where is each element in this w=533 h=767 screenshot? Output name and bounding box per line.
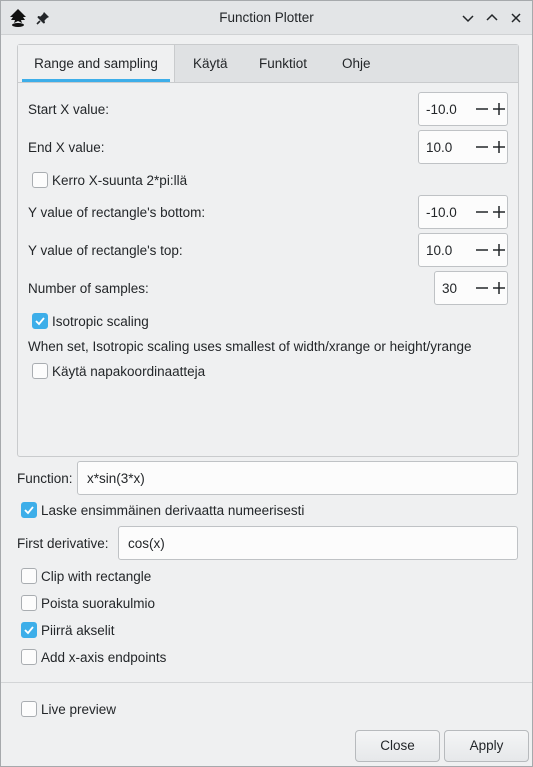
live-preview-checkbox[interactable] (21, 701, 37, 717)
titlebar (1, 1, 532, 35)
plus-icon[interactable] (491, 242, 507, 258)
close-icon (506, 8, 526, 28)
clip-rectangle-checkbox[interactable] (21, 568, 37, 584)
y-bottom-spinbox[interactable] (418, 195, 508, 229)
isotropic-note: When set, Isotropic scaling uses smallest of width/xrange or height/yrange (28, 339, 472, 354)
end-x-label: End X value: (28, 140, 105, 155)
chevron-up-icon (482, 8, 502, 28)
end-x-value[interactable]: 10.0 (426, 140, 453, 155)
plus-icon[interactable] (491, 280, 507, 296)
start-x-value[interactable]: -10.0 (426, 102, 457, 117)
minus-icon[interactable] (474, 101, 490, 117)
minimize-button[interactable] (458, 8, 478, 28)
checkmark-icon (34, 315, 46, 327)
derivative-checkbox[interactable] (21, 502, 37, 518)
multiply-2pi-label: Kerro X-suunta 2*pi:llä (52, 173, 188, 188)
minus-icon[interactable] (474, 280, 490, 296)
minus-icon[interactable] (474, 139, 490, 155)
live-preview-label: Live preview (41, 702, 117, 717)
tab-range-and-sampling[interactable]: Range and sampling (18, 45, 175, 82)
tab-ohje[interactable]: Ohje (342, 56, 371, 71)
tab-funktiot[interactable]: Funktiot (259, 56, 308, 71)
y-top-label: Y value of rectangle's top: (28, 243, 183, 258)
isotropic-checkbox[interactable] (32, 313, 48, 329)
x-axis-endpoints-label: Add x-axis endpoints (41, 650, 167, 665)
minus-icon[interactable] (474, 204, 490, 220)
start-x-label: Start X value: (28, 102, 110, 117)
isotropic-label: Isotropic scaling (52, 314, 149, 329)
plus-icon[interactable] (491, 204, 507, 220)
samples-spinbox[interactable] (434, 271, 508, 305)
multiply-2pi-checkbox[interactable] (32, 172, 48, 188)
draw-axes-checkbox[interactable] (21, 622, 37, 638)
end-x-spinbox[interactable] (418, 130, 508, 164)
close-button[interactable]: Close (355, 730, 440, 762)
samples-label: Number of samples: (28, 281, 149, 296)
checkmark-icon (23, 624, 35, 636)
remove-rectangle-label: Poista suorakulmio (41, 596, 156, 611)
y-bottom-label: Y value of rectangle's bottom: (28, 205, 206, 220)
polar-label: Käytä napakoordinaatteja (52, 364, 206, 379)
first-derivative-label: First derivative: (17, 536, 109, 551)
draw-axes-label: Piirrä akselit (41, 623, 115, 638)
plus-icon[interactable] (491, 101, 507, 117)
start-x-spinbox[interactable] (418, 92, 508, 126)
y-top-value[interactable]: 10.0 (426, 243, 453, 258)
minus-icon[interactable] (474, 242, 490, 258)
remove-rectangle-checkbox[interactable] (21, 595, 37, 611)
separator (1, 682, 532, 683)
y-bottom-value[interactable]: -10.0 (426, 205, 457, 220)
checkmark-icon (23, 504, 35, 516)
x-axis-endpoints-checkbox[interactable] (21, 649, 37, 665)
derivative-checkbox-label: Laske ensimmäinen derivaatta numeerisesti (41, 503, 305, 518)
tab-kayta[interactable]: Käytä (193, 56, 228, 71)
tab-bar (18, 45, 518, 83)
function-label: Function: (17, 471, 73, 486)
apply-button[interactable]: Apply (444, 730, 529, 762)
polar-checkbox[interactable] (32, 363, 48, 379)
plus-icon[interactable] (491, 139, 507, 155)
maximize-button[interactable] (482, 8, 502, 28)
samples-value[interactable]: 30 (442, 281, 458, 296)
clip-rectangle-label: Clip with rectangle (41, 569, 152, 584)
first-derivative-input[interactable] (118, 526, 518, 560)
settings-notebook (17, 44, 519, 457)
y-top-spinbox[interactable] (418, 233, 508, 267)
function-value[interactable]: x*sin(3*x) (87, 471, 145, 486)
function-input[interactable] (77, 461, 518, 495)
window-title: Function Plotter (219, 10, 314, 25)
close-window-button[interactable] (506, 8, 526, 28)
first-derivative-value[interactable]: cos(x) (128, 536, 165, 551)
chevron-down-icon (458, 8, 478, 28)
